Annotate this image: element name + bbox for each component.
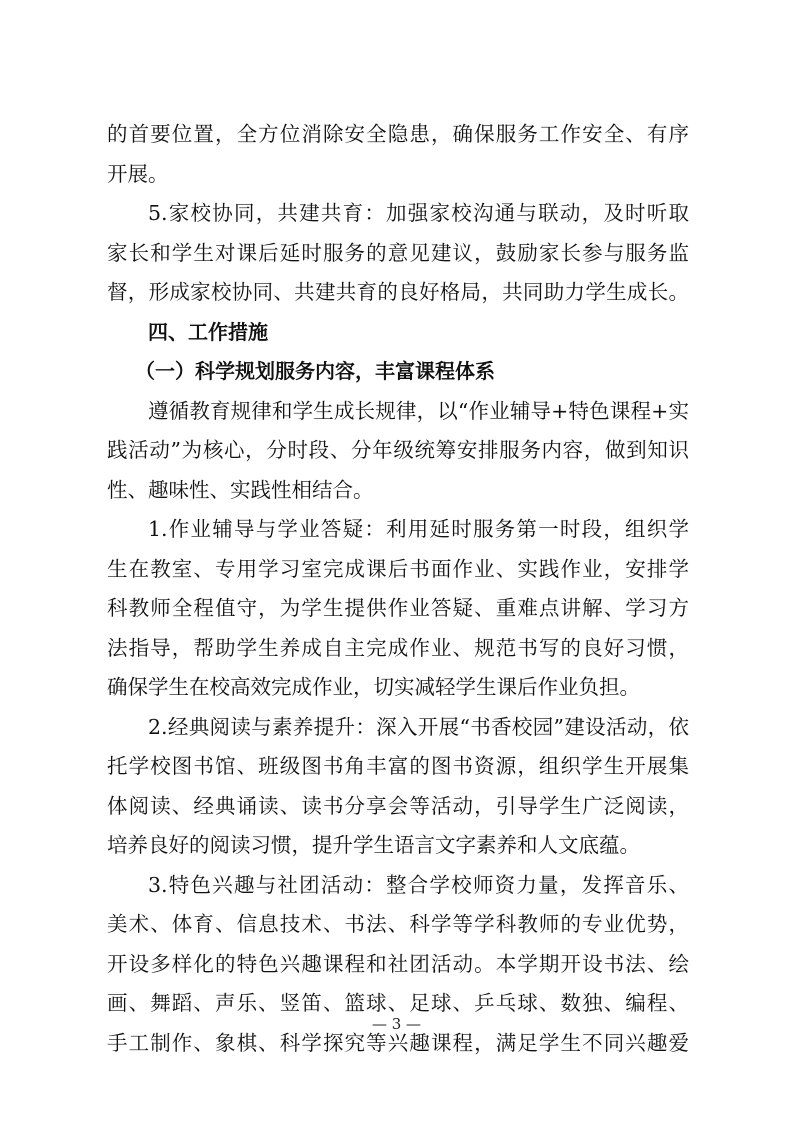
paragraph-line: 2.经典阅读与素养提升：深入开展“书香校园”建设活动，依 bbox=[148, 714, 689, 739]
paragraph-line: 美术、体育、信息技术、书法、科学等学科教师的专业优势， bbox=[107, 912, 689, 936]
paragraph-line: 践活动”为核心，分时段、分年级统筹安排服务内容，做到知识 bbox=[107, 438, 689, 462]
paragraph-line: 培养良好的阅读习惯，提升学生语言文字素养和人文底蕴。 bbox=[107, 833, 640, 857]
paragraph-line: 生在教室、专用学习室完成课后书面作业、实践作业，安排学 bbox=[107, 556, 689, 581]
paragraph-line: 画、舞蹈、声乐、竖笛、篮球、足球、乒乓球、数独、编程、 bbox=[107, 991, 689, 1015]
paragraph-line: 开设多样化的特色兴趣课程和社团活动。本学期开设书法、绘 bbox=[107, 951, 689, 976]
page-number: — 3 — bbox=[371, 1015, 422, 1033]
paragraph-line: 开展。 bbox=[107, 161, 169, 186]
paragraph-line: 法指导，帮助学生养成自主完成作业、规范书写的良好习惯， bbox=[107, 635, 689, 660]
paragraph-line: 5.家校协同，共建共育：加强家校沟通与联动，及时听取 bbox=[148, 201, 689, 225]
paragraph-line: 督，形成家校协同、共建共育的良好格局，共同助力学生成长。 bbox=[107, 280, 689, 304]
paragraph-line: 1.作业辅导与学业答疑：利用延时服务第一时段，组织学 bbox=[148, 517, 689, 541]
paragraph-line: 托学校图书馆、班级图书角丰富的图书资源，组织学生开展集 bbox=[107, 754, 689, 778]
paragraph-line: 科教师全程值守，为学生提供作业答疑、重难点讲解、学习方 bbox=[107, 596, 689, 620]
paragraph-line: 手工制作、象棋、科学探究等兴趣课程，满足学生不同兴趣爱 bbox=[107, 1030, 689, 1055]
paragraph-line: 的首要位置，全方位消除安全隐患，确保服务工作安全、有序 bbox=[107, 122, 689, 146]
paragraph-line: 性、趣味性、实践性相结合。 bbox=[107, 477, 374, 502]
paragraph-line: 家长和学生对课后延时服务的意见建议，鼓励家长参与服务监 bbox=[107, 240, 689, 265]
paragraph-line: 确保学生在校高效完成作业，切实减轻学生课后作业负担。 bbox=[107, 675, 640, 699]
paragraph-line: 3.特色兴趣与社团活动：整合学校师资力量，发挥音乐、 bbox=[148, 872, 689, 897]
paragraph-line: 遵循教育规律和学生成长规律，以“作业辅导+特色课程+实 bbox=[148, 398, 689, 423]
subsection-heading: （一）科学规划服务内容，丰富课程体系 bbox=[135, 359, 495, 383]
paragraph-line: 体阅读、经典诵读、读书分享会等活动，引导学生广泛阅读， bbox=[107, 793, 689, 818]
section-heading: 四、工作措施 bbox=[148, 319, 268, 344]
